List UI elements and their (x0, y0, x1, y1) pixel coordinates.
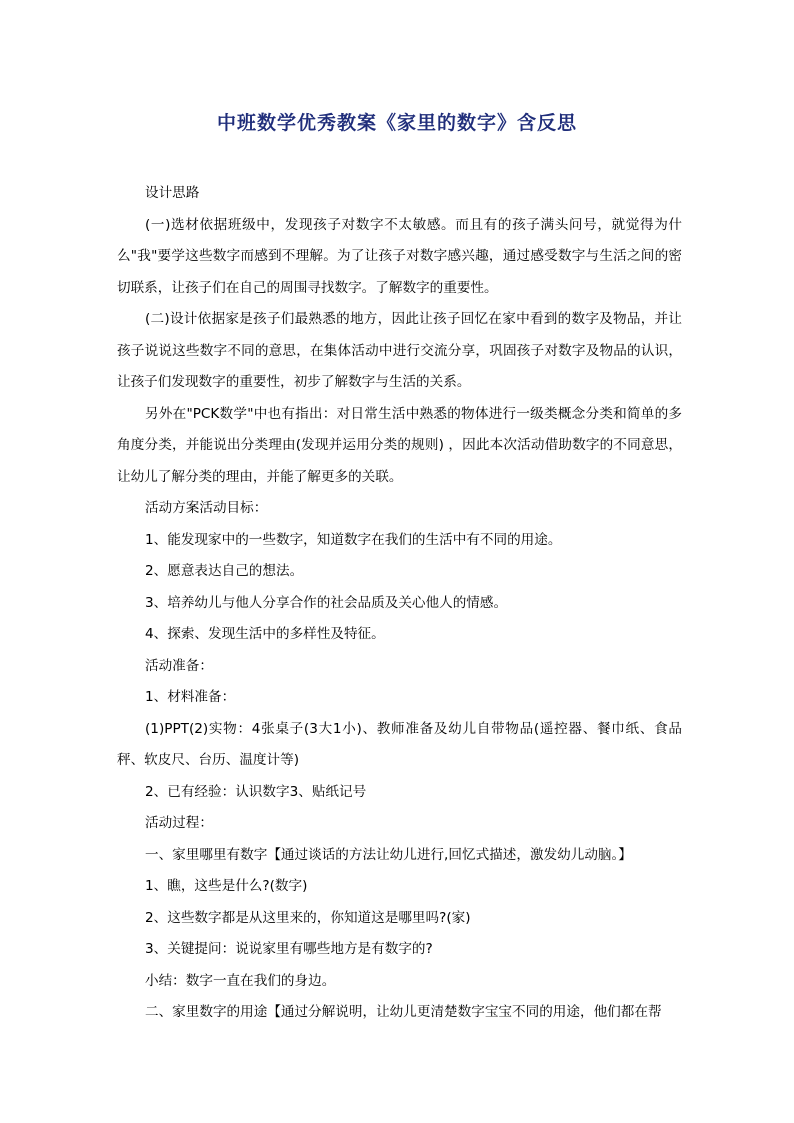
paragraph: 1、材料准备： (145, 689, 236, 705)
paragraph: (1)PPT(2)实物：4张桌子(3大1小)、教师准备及幼儿自带物品(遥控器、餐巾纸、食品秤、软皮尺、台历、温度计等) (117, 720, 682, 768)
paragraph: 2、愿意表达自己的想法。 (145, 563, 304, 579)
document-title: 中班数学优秀教案《家里的数字》含反思 (216, 112, 577, 134)
paragraph: 一、家里哪里有数字【通过谈话的方法让幼儿进行,回忆式描述，激发幼儿动脑。】 (145, 846, 632, 863)
paragraph: 二、家里数字的用途【通过分解说明，让幼儿更清楚数字宝宝不同的用途，他们都在帮 (145, 1004, 662, 1020)
paragraph: 活动过程： (145, 815, 213, 831)
paragraph: 3、关键提问：说说家里有哪些地方是有数字的? (145, 941, 433, 957)
paragraph: 1、能发现家中的一些数字，知道数字在我们的生活中有不同的用途。 (145, 531, 562, 548)
paragraph: 活动准备： (145, 657, 213, 674)
paragraph: 2、这些数字都是从这里来的，你知道这是哪里吗?(家) (145, 909, 471, 926)
paragraph: 活动方案活动目标： (145, 500, 268, 516)
paragraph: 2、已有经验：认识数字3、贴纸记号 (145, 783, 367, 800)
paragraph: (一)选材依据班级中，发现孩子对数字不太敏感。而且有的孩子满头问号，就觉得为什么"我"要学这些数字而感到不理解。为了让孩子对数字感兴趣，通过感受数字与生活之间的密切联系，让孩子们在自己的周围寻找数字。了解数字的重要性。 (117, 216, 682, 296)
paragraph: 4、探索、发现生活中的多样性及特征。 (145, 626, 385, 642)
paragraph: 设计思路 (145, 185, 200, 201)
paragraph: 1、瞧，这些是什么?(数字) (145, 878, 308, 894)
document-body (117, 178, 682, 1029)
paragraph: (二)设计依据家是孩子们最熟悉的地方，因此让孩子回忆在家中看到的数字及物品，并让孩子说说这些数字不同的意思，在集体活动中进行交流分享，巩固孩子对数字及物品的认识，让孩子们发现数字的重要性，初步了解数字与生活的关系。 (117, 311, 682, 390)
paragraph: 另外在"PCK数学"中也有指出：对日常生活中熟悉的物体进行一级类概念分类和简单的多角度分类，并能说出分类理由(发现并运用分类的规则) ，因此本次活动借助数字的不同意思，让幼儿了解分类的理由，并能了解更多的关联。 (117, 405, 682, 485)
paragraph: 3、培养幼儿与他人分享合作的社会品质及关心他人的情感。 (145, 594, 508, 611)
paragraph: 小结：数字一直在我们的身边。 (145, 972, 336, 989)
